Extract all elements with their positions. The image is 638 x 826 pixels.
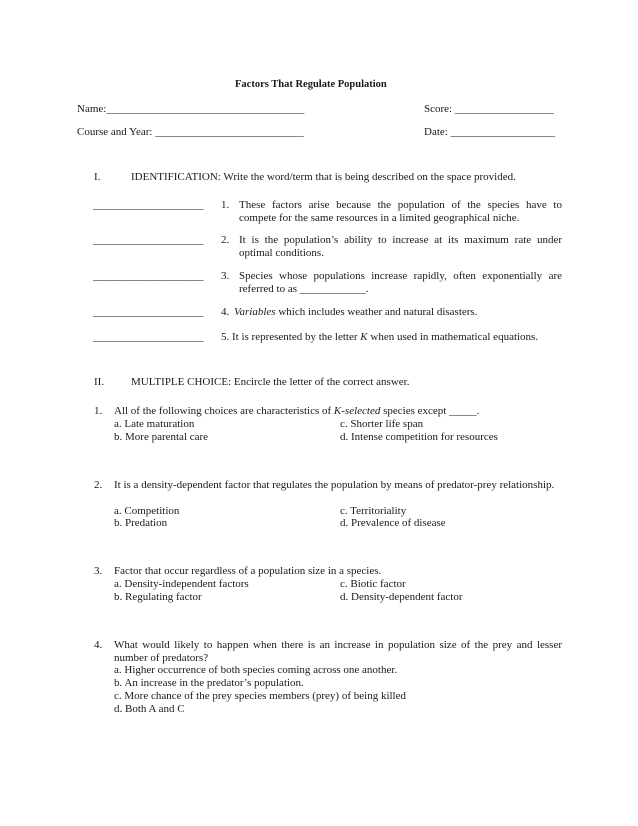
choice-a[interactable]: a. Late maturation (114, 418, 195, 430)
question-text: All of the following choices are characteristics of K-selected species except _____. (114, 405, 480, 417)
item-number: 4. (221, 306, 230, 318)
choice-c[interactable]: c. Biotic factor (340, 578, 406, 590)
question-number: 2. (94, 479, 103, 491)
item-number: 2. (221, 234, 230, 246)
choice-b[interactable]: b. Predation (114, 517, 168, 529)
item-number: 5. (221, 331, 230, 343)
choice-b[interactable]: b. More parental care (114, 431, 209, 443)
section-1-heading: IDENTIFICATION: Write the word/term that is being described on the space provided. (131, 171, 516, 183)
item-text: These factors arise because the population of the species have to compete for the same resources in a limited geographical niche. (239, 199, 562, 224)
question-text: What would likely to happen when there is an increase in population size of the prey and lesser number of predators? (114, 639, 562, 664)
score-field: Score: __________________ (424, 103, 554, 115)
choice-a[interactable]: a. Higher occurrence of both species coming across one another. (114, 664, 398, 676)
item-text: It is the population’s ability to increase at its maximum rate under optimal conditions. (239, 234, 562, 259)
answer-blank: ______________________ (93, 199, 203, 211)
question-text: Factor that occur regardless of a population size in a species. (114, 565, 382, 577)
choice-a[interactable]: a. Density-independent factors (114, 578, 249, 590)
item-text: Variables which includes weather and natural disasters. (234, 306, 478, 318)
choice-d[interactable]: d. Intense competition for resources (340, 431, 498, 443)
choice-d[interactable]: d. Both A and C (114, 703, 185, 715)
section-2-numeral: II. (94, 376, 105, 388)
date-field: Date: ___________________ (424, 126, 556, 138)
answer-blank: ______________________ (93, 306, 203, 318)
choice-c[interactable]: c. More chance of the prey species members (prey) of being killed (114, 690, 406, 702)
choice-d[interactable]: d. Prevalence of disease (340, 517, 446, 529)
question-text: It is a density-dependent factor that regulates the population by means of predator-prey relationship. (114, 479, 555, 491)
choice-a[interactable]: a. Competition (114, 505, 180, 517)
answer-blank: ______________________ (93, 270, 203, 282)
section-2-heading: MULTIPLE CHOICE: Encircle the letter of the correct answer. (131, 376, 410, 388)
choice-b[interactable]: b. An increase in the predator’s population. (114, 677, 304, 689)
page-title: Factors That Regulate Population (235, 79, 387, 90)
question-number: 3. (94, 565, 103, 577)
name-field: Name:____________________________________ (77, 103, 305, 115)
item-number: 1. (221, 199, 230, 211)
section-1-numeral: I. (94, 171, 101, 183)
item-text: It is represented by the letter K when used in mathematical equations. (232, 331, 539, 343)
choice-c[interactable]: c. Shorter life span (340, 418, 424, 430)
choice-c[interactable]: c. Territoriality (340, 505, 407, 517)
item-number: 3. (221, 270, 230, 282)
answer-blank: ______________________ (93, 331, 203, 343)
answer-blank: ______________________ (93, 234, 203, 246)
course-year-field: Course and Year: ___________________________ (77, 126, 304, 138)
item-text: Species whose populations increase rapidly, often exponentially are referred to as ____________. (239, 270, 562, 295)
question-number: 1. (94, 405, 103, 417)
question-number: 4. (94, 639, 103, 651)
choice-b[interactable]: b. Regulating factor (114, 591, 202, 603)
choice-d[interactable]: d. Density-dependent factor (340, 591, 463, 603)
